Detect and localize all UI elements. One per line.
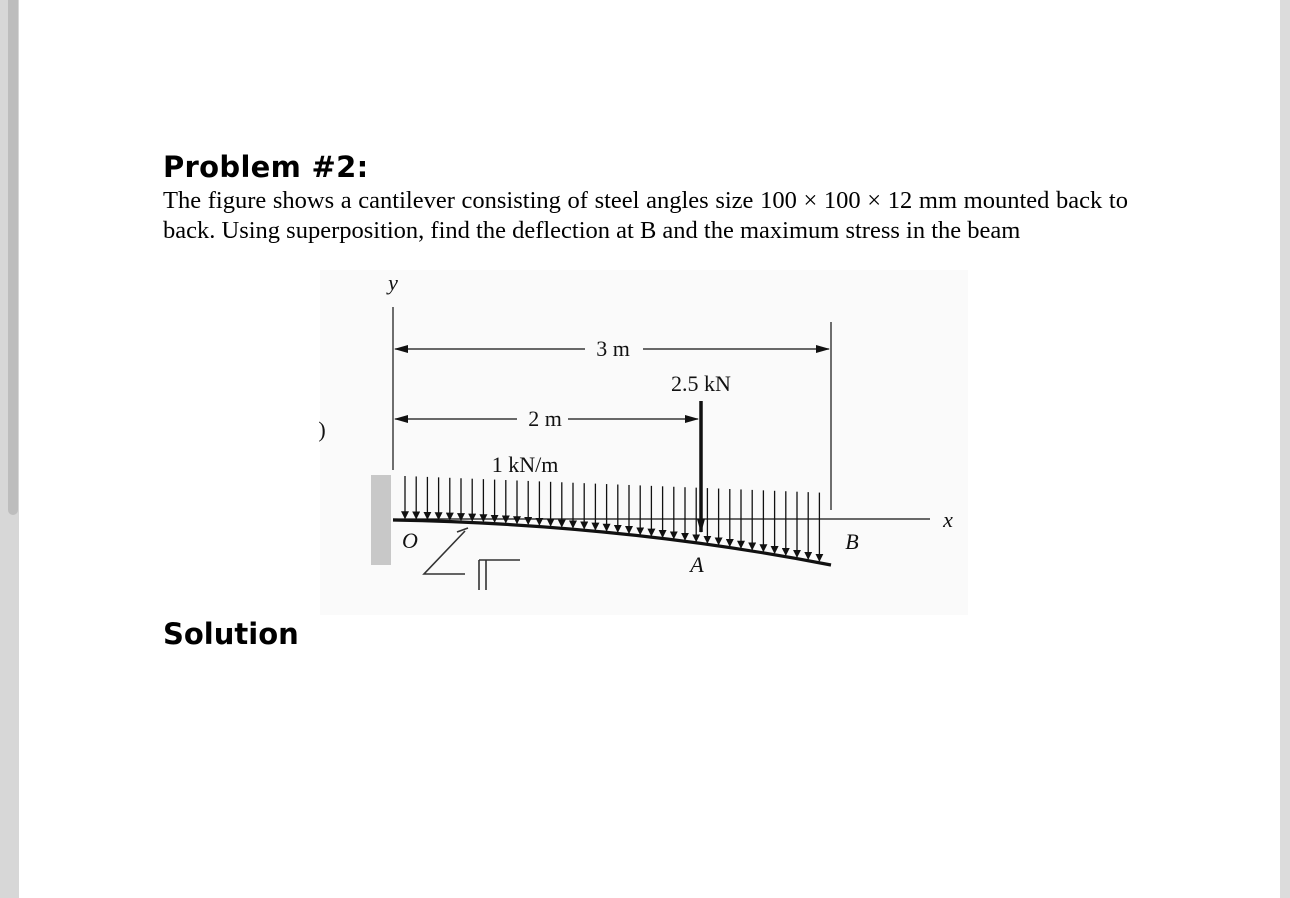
origin-label: O xyxy=(402,528,418,553)
dim-2m-label: 2 m xyxy=(528,406,562,431)
problem-heading: Problem #2: xyxy=(163,150,369,184)
problem-statement: The figure shows a cantilever consisting of steel angles size 100 × 100 × 12 mm mounted back to back. Using superposition, find the deflection at B and the maximum stress in the beam xyxy=(163,187,1128,244)
edge-mark: ) xyxy=(318,417,326,442)
x-axis-label: x xyxy=(943,507,953,532)
scroll-indicator[interactable] xyxy=(8,0,18,515)
point-b-label: B xyxy=(845,529,859,554)
deflected-beam xyxy=(393,520,831,565)
point-load-label: 2.5 kN xyxy=(671,371,731,396)
dim-3m-label: 3 m xyxy=(596,336,630,361)
page-edge xyxy=(1280,0,1290,898)
distributed-load-label: 1 kN/m xyxy=(491,452,559,477)
beam-diagram xyxy=(320,270,968,615)
solution-heading: Solution xyxy=(163,617,299,651)
angle-section-icon xyxy=(424,528,520,590)
point-a-label: A xyxy=(690,552,704,577)
fixed-wall xyxy=(371,475,391,565)
cantilever-figure xyxy=(320,270,968,615)
y-axis-label: y xyxy=(388,270,398,295)
